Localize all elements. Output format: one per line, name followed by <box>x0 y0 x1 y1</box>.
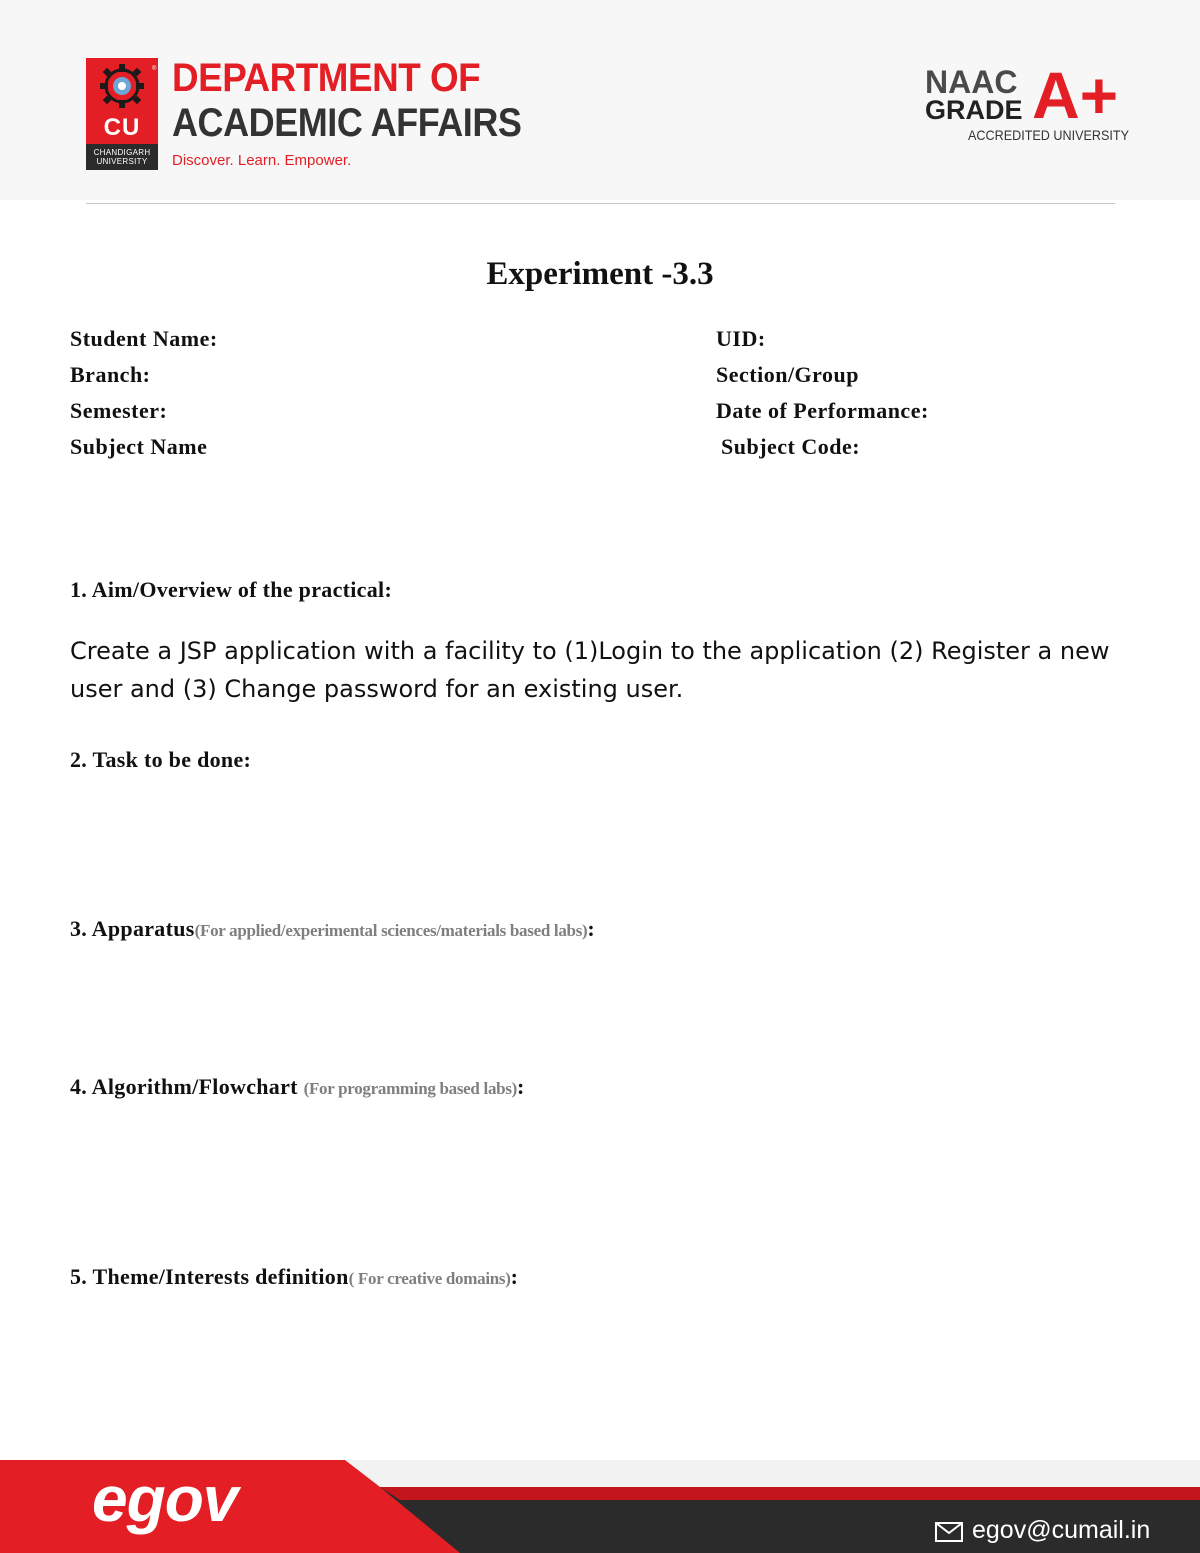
subject-name-label: Subject Name <box>70 434 208 459</box>
egov-logo: egov <box>92 1463 238 1535</box>
experiment-title: Experiment -3.3 <box>486 256 714 292</box>
semester-label: Semester: <box>70 398 168 423</box>
department-title-line1: DEPARTMENT OF <box>172 56 481 100</box>
theme-colon: : <box>510 1264 519 1289</box>
subject-code-label: Subject Code: <box>721 434 861 459</box>
theme-heading <box>70 1264 518 1290</box>
date-of-performance-label: Date of Performance: <box>716 398 929 423</box>
page-header <box>0 0 1200 200</box>
apparatus-heading <box>70 916 595 942</box>
task-heading: 2. Task to be done: <box>70 747 252 772</box>
logo-cu-text: CU <box>103 114 141 141</box>
section-group-label: Section/Group <box>716 362 860 387</box>
theme-note: ( For creative domains) <box>348 1269 511 1288</box>
theme-title: 5. Theme/Interests definition <box>70 1264 349 1289</box>
algorithm-title: 4. Algorithm/Flowchart <box>70 1074 304 1099</box>
grade-value: A+ <box>1032 58 1119 132</box>
grade-label: GRADE <box>925 95 1023 125</box>
apparatus-colon: : <box>587 916 596 941</box>
envelope-icon <box>935 1522 963 1542</box>
university-logo <box>86 58 158 170</box>
apparatus-title: 3. Apparatus <box>70 916 195 941</box>
accredited-label: ACCREDITED UNIVERSITY <box>968 127 1130 143</box>
naac-label: NAAC <box>925 64 1018 100</box>
branch-label: Branch: <box>70 362 151 387</box>
logo-university-text: CHANDIGARH UNIVERSITY <box>86 144 158 170</box>
algorithm-colon: : <box>517 1074 525 1099</box>
aim-heading: 1. Aim/Overview of the practical: <box>70 577 393 602</box>
algorithm-heading <box>70 1074 525 1100</box>
student-name-label: Student Name: <box>70 326 218 351</box>
footer-email: egov@cumail.in <box>972 1516 1151 1544</box>
algorithm-note: (For programming based labs) <box>303 1079 517 1098</box>
gear-emblem-icon <box>86 58 158 118</box>
uid-label: UID: <box>716 326 766 351</box>
tagline: Discover. Learn. Empower. <box>172 152 352 169</box>
apparatus-note: (For applied/experimental sciences/materials based labs) <box>194 921 588 940</box>
aim-text: Create a JSP application with a facility to (1)Login to the application (2) Register a new user and (3) Change password for an existing user. <box>70 637 1110 703</box>
header-divider <box>86 203 1115 204</box>
svg-text:®: ® <box>152 66 157 72</box>
department-title-line2: ACADEMIC AFFAIRS <box>172 101 522 145</box>
